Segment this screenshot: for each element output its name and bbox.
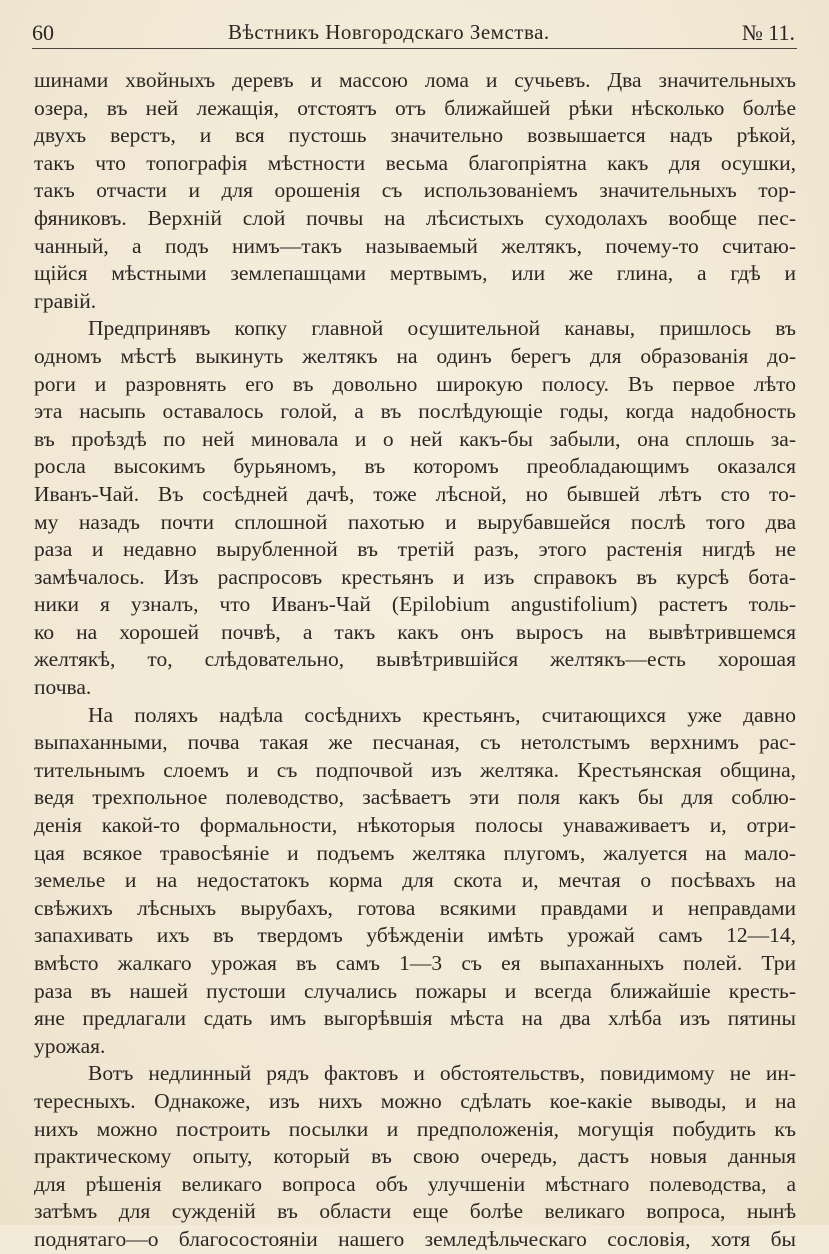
text-line: тительнымъ слоемъ и съ подпочвой изъ желтяка. Крестьянская община,: [34, 757, 796, 782]
text-line: вмѣсто жалкаго урожая въ самъ 1—3 съ ея выпаханныхъ полей. Три: [34, 951, 796, 975]
text-line: запахивать ихъ въ твердомъ убѣжденіи имѣть урожай самъ 12—14,: [34, 923, 796, 948]
text-line: замѣчалось. Изъ распросовъ крестьянъ и изъ справокъ въ курсѣ бота-: [34, 564, 796, 589]
text-line: такъ что топографія мѣстности весьма благопріятна какъ для осушки,: [34, 150, 796, 175]
text-line: шинами хвойныхъ деревъ и массою лома и сучьевъ. Два значительныхъ: [34, 68, 796, 92]
text-line: росла высокимъ бурьяномъ, въ которомъ преобладающимъ оказался: [34, 454, 796, 479]
text-line: ко на хорошей почвѣ, а такъ какъ онъ выросъ на вывѣтрившемся: [34, 619, 796, 644]
text-line: эта насыпь оставалось голой, а въ послѣдующіе годы, когда надобность: [34, 399, 796, 424]
text-line: роги и разровнять его въ довольно широкую полосу. Въ первое лѣто: [34, 371, 796, 396]
text-line: двухъ верстъ, и вся пустошь значительно возвышается надъ рѣкой,: [34, 123, 796, 148]
issue-number: № 11.: [741, 20, 795, 45]
text-line: Предпринявъ копку главной осушительной канавы, пришлось въ: [88, 316, 796, 341]
text-line: одномъ мѣстѣ выкинуть желтякъ на одинъ берегъ для образованія до-: [34, 343, 796, 368]
text-line: Вотъ недлинный рядъ фактовъ и обстоятельствъ, повидимому не ин-: [88, 1061, 796, 1086]
text-line: въ проѣздѣ по ней миновала и о ней какъ-бы забыли, она сплошь за-: [34, 426, 796, 451]
text-line: раза и недавно вырубленной въ третій разъ, этого растенія нигдѣ не: [34, 537, 796, 562]
text-line: поднятаго—о благосостояніи нашего земледѣльческаго сословія, хотя бы: [34, 1226, 796, 1251]
text-line: такъ отчасти и для орошенія съ использованіемъ значительныхъ тор-: [34, 178, 796, 203]
text-line: раза въ нашей пустоши случались пожары и всегда ближайшіе кресть-: [34, 978, 796, 1003]
text-line: затѣмъ для сужденій въ области еще болѣе великаго вопроса, нынѣ: [34, 1199, 796, 1224]
paragraph: [34, 315, 796, 701]
text-line: денія какой-то формальности, нѣкоторыя полосы унаваживаетъ и, отри-: [34, 813, 796, 838]
body-text: [34, 67, 796, 1254]
running-title: Вѣстникъ Новгородскаго Земства.: [228, 20, 550, 44]
text-line: Иванъ-Чай. Въ сосѣдней дачѣ, тоже лѣсной, но бывшей лѣтъ сто то-: [34, 481, 796, 506]
text-line: цая всякое травосѣяніе и подъемъ желтяка плугомъ, жалуется на мало-: [34, 840, 796, 865]
text-line: яне предлагали сдать имъ выгорѣвшія мѣста на два хлѣба изъ пятины: [34, 1006, 796, 1031]
text-line: свѣжихъ лѣсныхъ вырубахъ, готова всякими правдами и неправдами: [34, 895, 796, 920]
text-line: ники я узналъ, что Иванъ-Чай (Epilobium angustifolium) растетъ толь-: [34, 592, 796, 617]
text-line: фяниковъ. Верхній слой почвы на лѣсистыхъ суходолахъ вообще пес-: [34, 205, 796, 230]
page-number: 60: [32, 20, 54, 45]
text-line: чанный, а подъ нимъ—такъ называемый желтякъ, почему-то считаю-: [34, 233, 796, 258]
text-line: щійся мѣстными землепашцами мертвымъ, или же глина, а гдѣ и: [34, 261, 796, 286]
paragraph: [34, 702, 796, 1061]
text-line: для рѣшенія великаго вопроса объ улучшеніи мѣстнаго полеводства, а: [34, 1171, 796, 1196]
text-line: урожая.: [34, 1033, 106, 1058]
text-line: желтякѣ, то, слѣдовательно, вывѣтрившійся желтякъ—есть хорошая: [34, 647, 796, 672]
text-line: озера, въ ней лежащія, отстоятъ отъ ближайшей рѣки нѣсколько болѣе: [34, 95, 796, 120]
text-line: му назадъ почти сплошной пахотью и вырубавшейся послѣ того два: [34, 509, 796, 534]
text-line: нихъ можно построить посылки и предположенія, могущія побудить къ: [34, 1116, 796, 1141]
text-line: почва.: [34, 675, 92, 700]
text-line: ведя трехпольное полеводство, засѣваетъ эти поля какъ бы для соблю-: [34, 785, 796, 810]
text-line: выпаханными, почва такая же песчаная, съ нетолстымъ верхнимъ рас-: [34, 730, 796, 755]
text-line: земелье и на недостатокъ корма для скота и, мечтая о посѣвахъ на: [34, 868, 796, 893]
page-header: [32, 18, 797, 49]
text-line: На поляхъ надѣла сосѣднихъ крестьянъ, считающихся уже давно: [88, 702, 796, 727]
text-line: практическому опыту, который въ свою очередь, дастъ новыя данныя: [34, 1144, 796, 1169]
text-line: гравій.: [34, 288, 97, 313]
text-line: тересныхъ. Однакоже, изъ нихъ можно сдѣлать кое-какіе выводы, и на: [34, 1088, 796, 1113]
paragraph: [34, 67, 796, 315]
